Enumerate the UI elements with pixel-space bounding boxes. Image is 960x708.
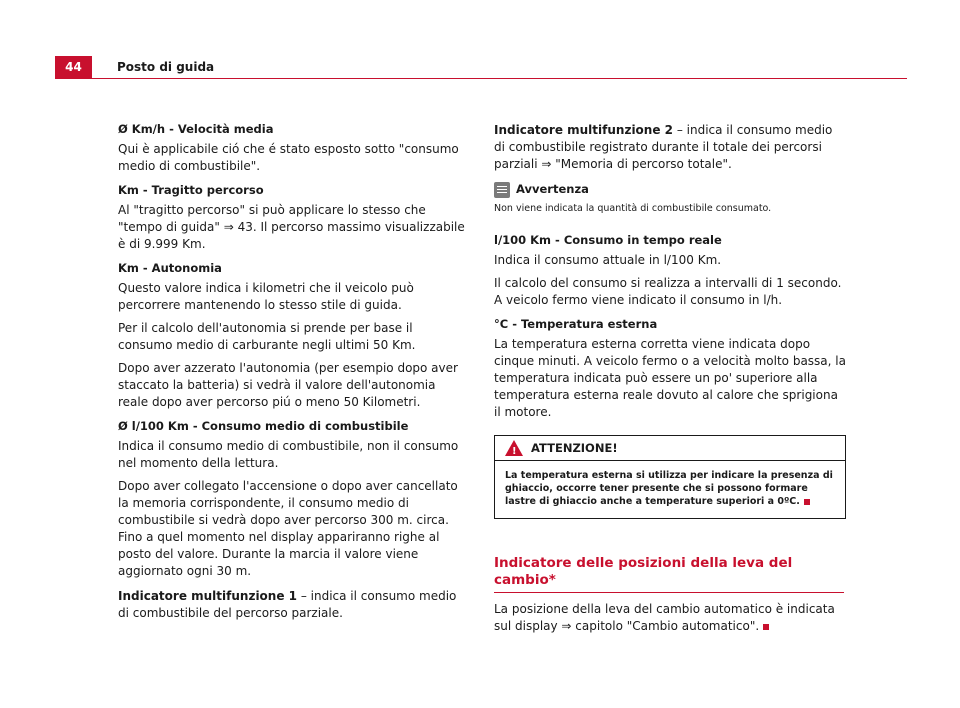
section-consumo-medio [118, 419, 468, 580]
heading-leva-cambio: Indicatore delle posizioni della leva del cambio* [494, 555, 844, 593]
warning-body [495, 461, 845, 518]
text-consumo-medio-1: Indica il consumo medio di combustibile, non il consumo nel momento della lettura. [118, 439, 459, 470]
heading-tragitto: Km - Tragitto percorso [118, 183, 264, 197]
end-square-icon [763, 624, 769, 630]
label-multifunzione-1: Indicatore multifunzione 1 [118, 589, 298, 603]
text-temperatura-esterna: La temperatura esterna corretta viene indicata dopo cinque minuti. A veicolo fermo o a velocità molto bassa, la temperatura indicata può essere un po' superiore alla temperatura esterna reale dovuto al calore che sprigiona il motore. [494, 337, 846, 419]
text-multifunzione-1: – indica il consumo medio di combustibile del percorso parziale. [118, 589, 457, 620]
note-text: Non viene indicata la quantità di combustibile consumato. [494, 203, 772, 214]
heading-consumo-tempo-reale: l/100 Km - Consumo in tempo reale [494, 233, 722, 247]
section-velocita-media [118, 122, 468, 175]
text-autonomia-1: Questo valore indica i kilometri che il veicolo può percorrere mantenendo lo stesso stile di guida. [118, 281, 414, 312]
section-autonomia [118, 261, 468, 411]
paragraph-leva-cambio [494, 601, 846, 635]
section-title: Posto di guida [117, 60, 215, 74]
warning-triangle-icon [505, 440, 523, 456]
end-square-icon [804, 499, 810, 505]
right-column [494, 122, 846, 641]
paragraph-multifunzione-1 [118, 588, 468, 622]
text-autonomia-2: Per il calcolo dell'autonomia si prende per base il consumo medio di carburante negli ultimi 50 Km. [118, 321, 416, 352]
text-consumo-tempo-1: Indica il consumo attuale in l/100 Km. [494, 253, 722, 267]
note-icon [494, 182, 510, 198]
warning-title: ATTENZIONE! [531, 440, 618, 455]
heading-autonomia: Km - Autonomia [118, 261, 222, 275]
section-tragitto [118, 183, 468, 253]
note-box [494, 181, 846, 215]
note-title: Avvertenza [516, 182, 589, 196]
text-consumo-medio-2: Dopo aver collegato l'accensione o dopo aver cancellato la memoria corrispondente, il consumo medio di combustibile si vedrà dopo aver percorso 300 m. circa. Fino a quel momento nel display appariranno righe al posto del valore. Durante la marcia il valore viene aggiornato ogni 30 m. [118, 479, 458, 578]
text-multifunzione-2: – indica il consumo medio di combustibile registrato durante il totale dei percorsi parziali ⇒ "Memoria di percorso totale". [494, 123, 833, 171]
warning-header [495, 436, 845, 461]
warning-box [494, 435, 846, 519]
text-velocita-media: Qui è applicabile ció che é stato esposto sotto "consumo medio di combustibile". [118, 142, 459, 173]
section-consumo-tempo-reale [494, 233, 846, 309]
heading-consumo-medio: Ø l/100 Km - Consumo medio di combustibile [118, 419, 409, 433]
label-multifunzione-2: Indicatore multifunzione 2 [494, 123, 674, 137]
left-column [118, 122, 468, 628]
page-number: 44 [55, 56, 92, 78]
text-tragitto: Al "tragitto percorso" si può applicare lo stesso che "tempo di guida" ⇒ 43. Il percorso massimo visualizzabile è di 9.999 Km. [118, 203, 465, 251]
section-temperatura-esterna [494, 317, 846, 421]
heading-temperatura-esterna: °C - Temperatura esterna [494, 317, 658, 331]
paragraph-multifunzione-2 [494, 122, 846, 173]
text-autonomia-3: Dopo aver azzerato l'autonomia (per esempio dopo aver staccato la batteria) si vedrà il valore dell'autonomia reale dopo aver percorso piú o meno 50 Kilometri. [118, 361, 458, 409]
text-consumo-tempo-2: Il calcolo del consumo si realizza a intervalli di 1 secondo. A veicolo fermo viene indicato il consumo in l/h. [494, 276, 842, 307]
heading-velocita-media: Ø Km/h - Velocità media [118, 122, 274, 136]
warning-text: La temperatura esterna si utilizza per indicare la presenza di ghiaccio, occorre tener presente che si possono formare lastre di ghiaccio anche a temperature superiori a 0ºC. [505, 470, 833, 507]
note-header [494, 181, 846, 198]
page-header [55, 56, 907, 79]
text-leva-cambio: La posizione della leva del cambio automatico è indicata sul display ⇒ capitolo "Cambio automatico". [494, 602, 835, 633]
